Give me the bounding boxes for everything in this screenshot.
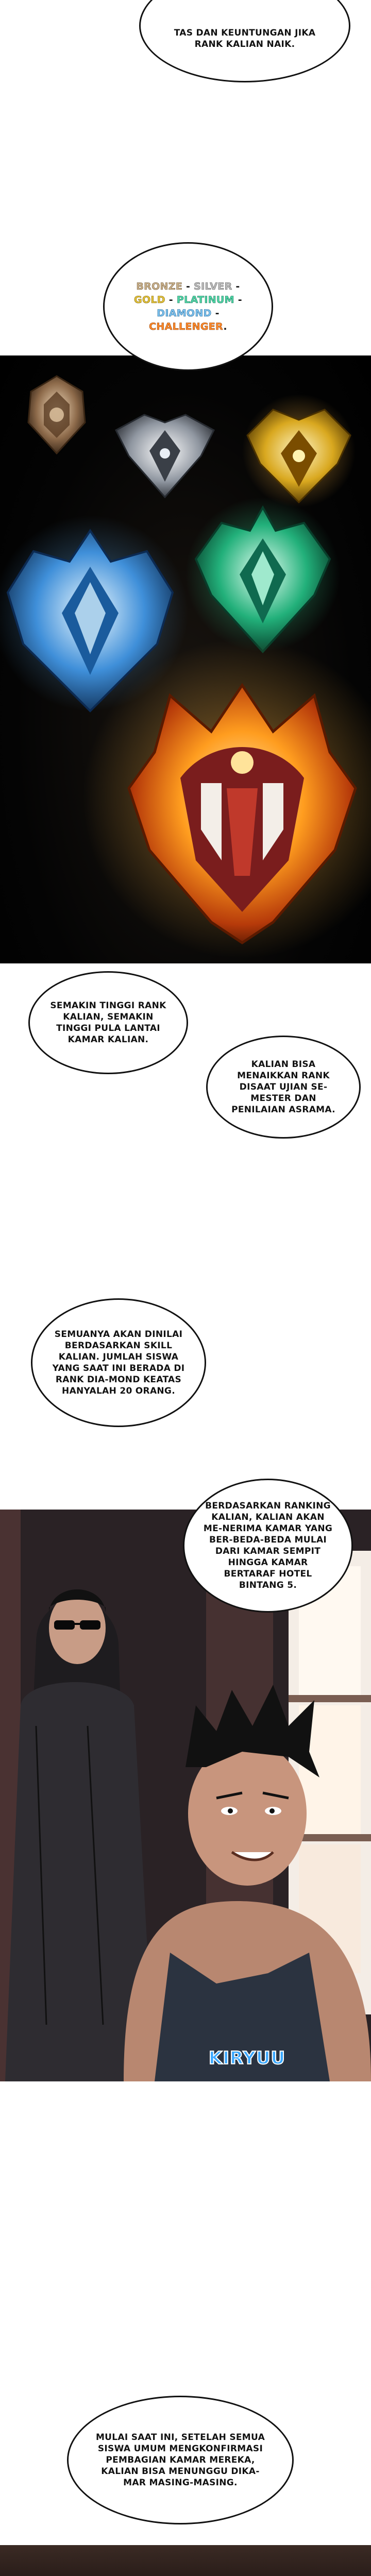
bubble-1-text: TAS DAN KEUNTUNGAN JIKA RANK KALIAN NAIK.	[174, 28, 316, 49]
rank-challenger: CHALLENGER	[149, 321, 224, 332]
gold-emblem-icon	[242, 394, 356, 507]
panel-intro	[0, 0, 371, 332]
watermark-text: KIRYUU	[209, 2048, 286, 2069]
bubble-5-text: SEMUANYA AKAN DINILAI BERDASARKAN SKILL KALIAN. JUMLAH SISWA YANG SAAT INI BERADA DI RANK DIA-MOND KEATAS HANYALAH 20 ORANG.	[52, 1329, 185, 1396]
speech-bubble-ranks	[103, 242, 273, 371]
bubble-3-text: SEMAKIN TINGGI RANK KALIAN, SEMAKIN TINGGI PULA LANTAI KAMAR KALIAN.	[50, 1001, 166, 1045]
panel-closing	[0, 2081, 371, 2576]
silver-emblem-icon	[116, 415, 214, 497]
next-panel-strip	[0, 2545, 371, 2576]
speech-bubble-4	[206, 1036, 361, 1139]
platinum-emblem-icon	[185, 497, 340, 652]
rank-list: BRONZE - SILVER - GOLD - PLATINUM - DIAMOND - CHALLENGER.	[134, 281, 242, 332]
rank-silver: SILVER	[194, 281, 232, 292]
speech-bubble-1	[139, 0, 350, 82]
panel-floor-info	[0, 963, 371, 1510]
rank-bronze: BRONZE	[136, 281, 183, 292]
rank-gold: GOLD	[134, 294, 165, 306]
panel-rank-emblems	[0, 355, 371, 963]
rank-diamond: DIAMOND	[157, 308, 212, 319]
bubble-6-text: BERDASARKAN RANKING KALIAN, KALIAN AKAN ME-NERIMA KAMAR YANG BER-BEDA-BEDA MULAI DARI KAMAR SEMPIT HINGGA KAMAR BERTARAF HOTEL BINTANG 5.	[203, 1501, 333, 1590]
rank-platinum: PLATINUM	[176, 294, 234, 306]
speech-bubble-7	[67, 2396, 294, 2524]
speech-bubble-5	[31, 1298, 206, 1427]
bubble-4-text: KALIAN BISA MENAIKKAN RANK DISAAT UJIAN SE-MESTER DAN PENILAIAN ASRAMA.	[231, 1059, 335, 1115]
rank-emblems-illustration	[0, 355, 371, 963]
watermark-logo	[209, 2045, 285, 2071]
speech-bubble-6	[183, 1479, 353, 1613]
speech-bubble-3	[28, 971, 188, 1074]
panel-characters	[0, 1501, 371, 2081]
bronze-emblem-icon	[28, 376, 85, 453]
bubble-7-text: MULAI SAAT INI, SETELAH SEMUA SISWA UMUM MENGKONFIRMASI PEMBAGIAN KAMAR MEREKA, KALIAN BISA MENUNGGU DIKA-MAR MASING-MASING.	[95, 2432, 265, 2488]
